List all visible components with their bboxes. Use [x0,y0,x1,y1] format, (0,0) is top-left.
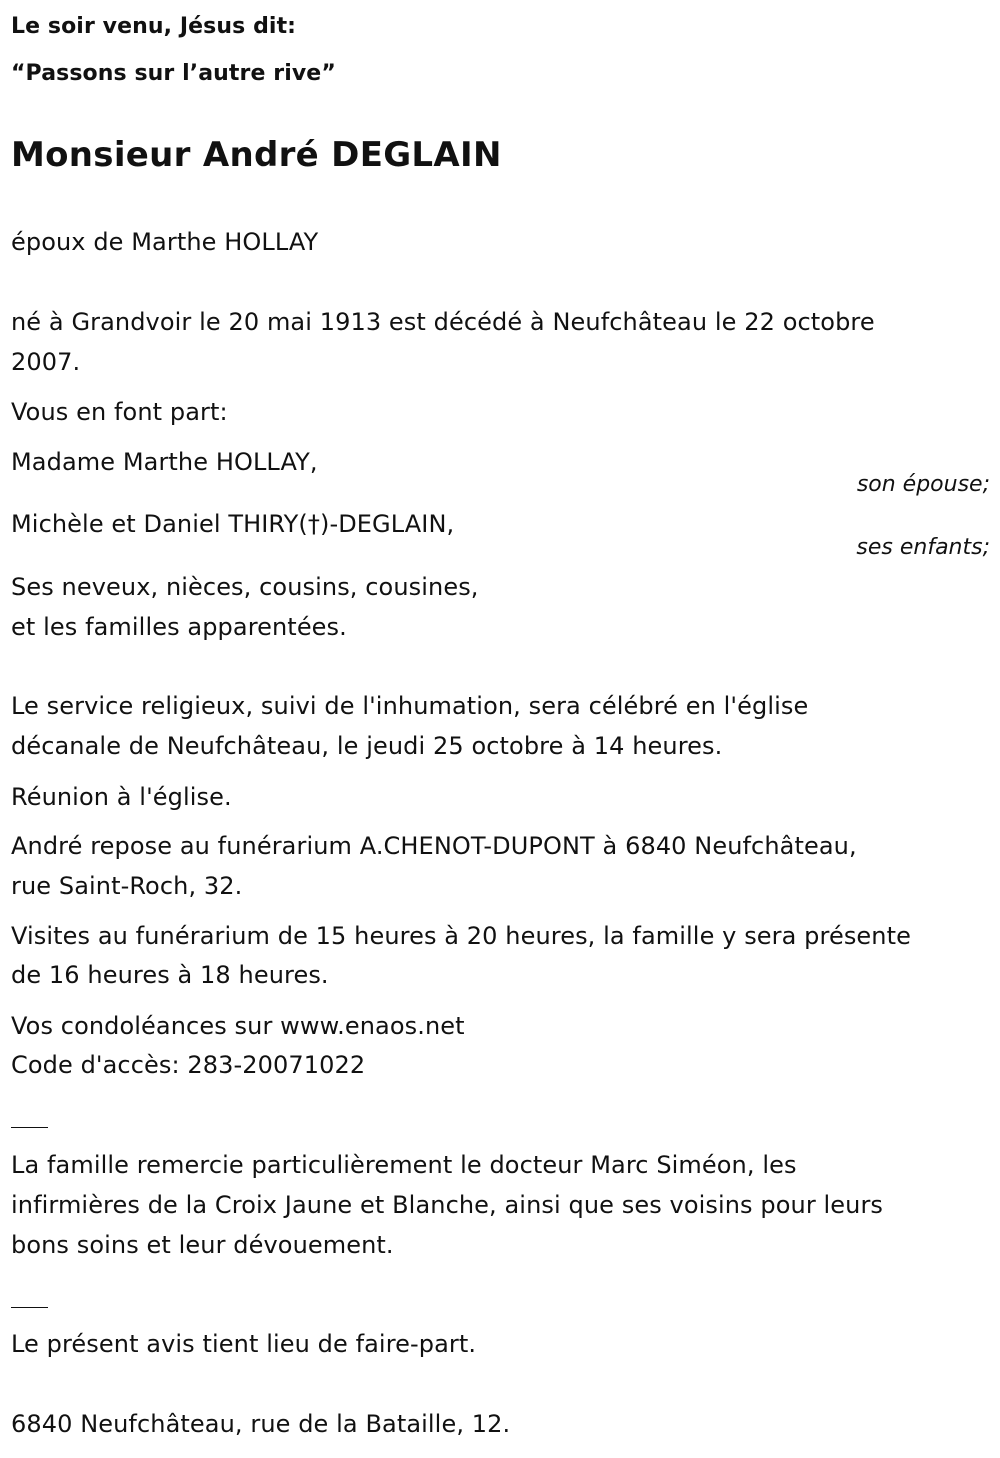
spouse-name: Madame Marthe HOLLAY, [11,448,318,476]
access-code-line: Code d'accès: 283-20071022 [11,1051,366,1079]
spouse-line: époux de Marthe HOLLAY [11,228,319,256]
visits-line-1: Visites au funérarium de 15 heures à 20 heures, la famille y sera présente [11,922,911,950]
condolences-line: Vos condoléances sur www.enaos.net [11,1012,465,1040]
deceased-name: Monsieur André DEGLAIN [11,135,502,175]
thanks-line-3: bons soins et leur dévouement. [11,1231,394,1259]
service-line-1: Le service religieux, suivi de l'inhumation, sera célébré en l'église [11,692,809,720]
family-address: 6840 Neufchâteau, rue de la Bataille, 12. [11,1410,511,1438]
children-names: Michèle et Daniel THIRY(†)-DEGLAIN, [11,510,455,538]
children-role: ses enfants; [856,535,990,560]
thanks-line-1: La famille remercie particulièrement le docteur Marc Siméon, les [11,1151,797,1179]
scripture-quote-line-1: Le soir venu, Jésus dit: [11,14,297,39]
relatives-line-2: et les familles apparentées. [11,613,347,641]
thanks-line-2: infirmières de la Croix Jaune et Blanche, ainsi que ses voisins pour leurs [11,1191,884,1219]
birth-death-line-1: né à Grandvoir le 20 mai 1913 est décédé à Neufchâteau le 22 octobre [11,308,875,336]
meeting-place: Réunion à l'église. [11,783,232,811]
separator [11,1127,48,1128]
relatives-line-1: Ses neveux, nièces, cousins, cousines, [11,573,479,601]
service-line-2: décanale de Neufchâteau, le jeudi 25 octobre à 14 heures. [11,732,723,760]
spouse-role: son épouse; [856,472,990,497]
separator [11,1307,48,1308]
notice-line: Le présent avis tient lieu de faire-part. [11,1330,477,1358]
visits-line-2: de 16 heures à 18 heures. [11,961,329,989]
funeral-home-line-2: rue Saint-Roch, 32. [11,872,243,900]
scripture-quote-line-2: “Passons sur l’autre rive” [11,61,336,86]
funeral-home-line-1: André repose au funérarium A.CHENOT-DUPONT à 6840 Neufchâteau, [11,832,857,860]
announcement-intro: Vous en font part: [11,398,228,426]
birth-death-line-2: 2007. [11,348,81,376]
